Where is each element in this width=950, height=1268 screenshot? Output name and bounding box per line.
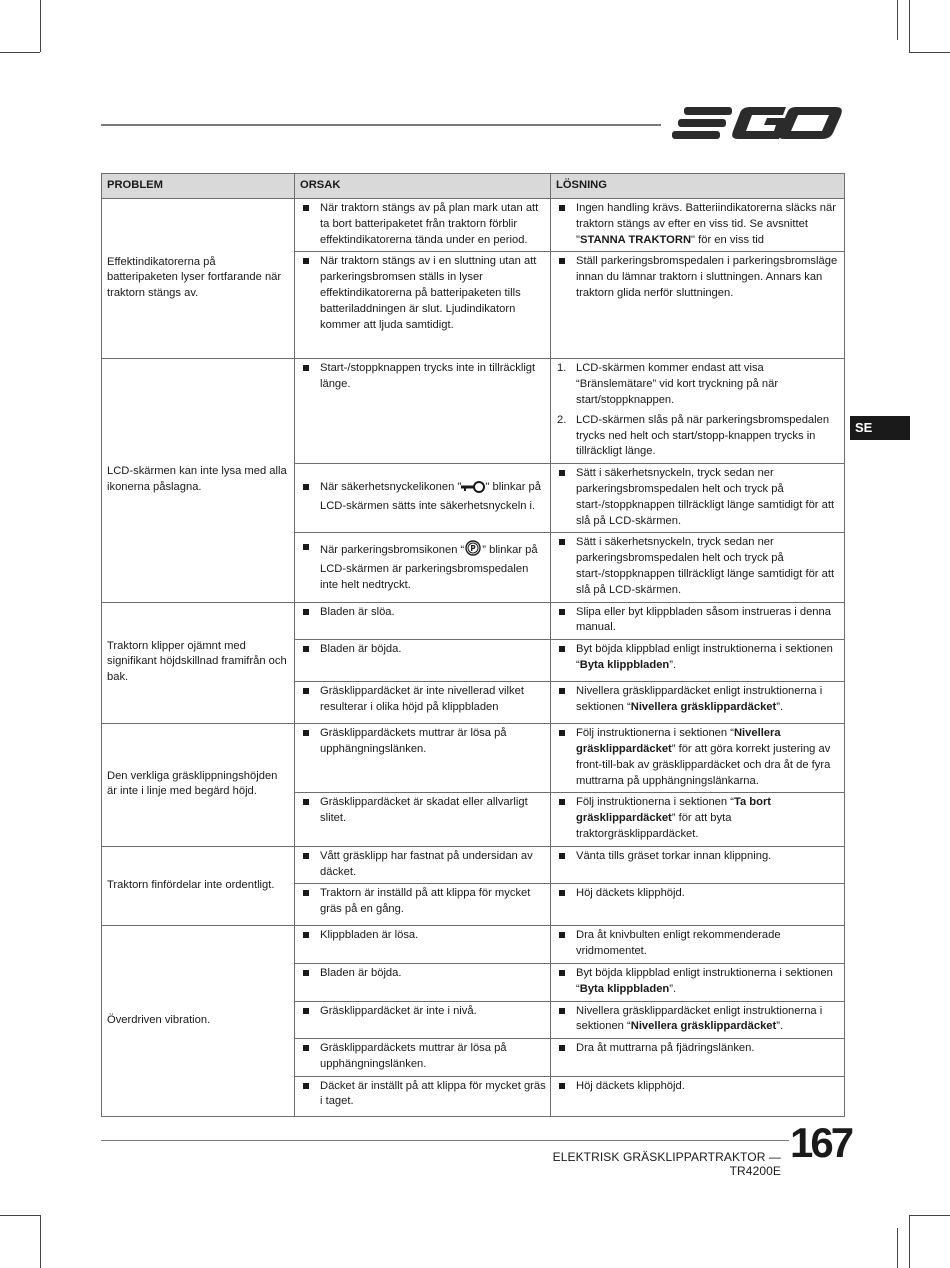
problem-cell: Effektindikatorerna på batteripaketen lyser fortfarande när traktorn stängs av. — [102, 199, 295, 359]
solution-cell: Nivellera gräsklippardäcket enligt instruktionerna i sektionen “Nivellera gräsklippardäcket”. — [551, 682, 845, 724]
ego-logo — [672, 103, 844, 143]
solution-cell: Följ instruktionerna i sektionen “Nivellera gräsklippardäcket” för att göra korrekt justering av front-till-bak av gräsklippardäcket och dra åt de fyra muttrarna på upphängningslänkarna. — [551, 724, 845, 793]
table-row — [102, 846, 845, 884]
solution-cell: Byt böjda klippblad enligt instruktionerna i sektionen “Byta klippbladen”. — [551, 963, 845, 1001]
header-solution: LÖSNING — [551, 174, 845, 199]
solution-cell: Byt böjda klippblad enligt instruktionerna i sektionen “Byta klippbladen”. — [551, 640, 845, 682]
problem-cell: Den verkliga gräsklippningshöjden är inte i linje med begärd höjd. — [102, 724, 295, 847]
solution-cell: Slipa eller byt klippbladen såsom instrueras i denna manual. — [551, 602, 845, 640]
problem-cell: LCD-skärmen kan inte lysa med alla ikonerna påslagna. — [102, 359, 295, 602]
cause-cell: När parkeringsbromsikonen “ P ” blinkar på LCD-skärmen är parkeringsbromspedalen inte helt nedtryckt. — [295, 533, 551, 602]
cause-cell: Bladen är slöa. — [295, 602, 551, 640]
cause-cell: Däcket är inställt på att klippa för mycket gräs i taget. — [295, 1076, 551, 1116]
solution-cell: Höj däckets klipphöjd. — [551, 884, 845, 926]
solution-cell: Dra åt knivbulten enligt rekommenderade vridmomentet. — [551, 926, 845, 964]
cause-cell: Gräsklippardäcket är skadat eller allvarligt slitet. — [295, 793, 551, 846]
header-problem: PROBLEM — [102, 174, 295, 199]
cause-cell: Gräsklippardäcket är inte i nivå. — [295, 1001, 551, 1039]
table-header-row — [102, 174, 845, 199]
cause-cell: Traktorn är inställd på att klippa för mycket gräs på en gång. — [295, 884, 551, 926]
solution-cell: Dra åt muttrarna på fjädringslänken. — [551, 1039, 845, 1077]
problem-cell: Traktorn klipper ojämnt med signifikant höjdskillnad framifrån och bak. — [102, 602, 295, 724]
solution-cell: Nivellera gräsklippardäcket enligt instruktionerna i sektionen “Nivellera gräsklippardäcket”. — [551, 1001, 845, 1039]
header-rule — [101, 124, 661, 126]
solution-cell: Höj däckets klipphöjd. — [551, 1076, 845, 1116]
cause-cell: Start-/stoppknappen trycks inte in tillräckligt länge. — [295, 359, 551, 464]
solution-cell: Ställ parkeringsbromspedalen i parkeringsbromsläge innan du lämnar traktorn i sluttningen. Annars kan traktorn glida nerför sluttningen. — [551, 252, 845, 359]
problem-cell: Överdriven vibration. — [102, 926, 295, 1116]
footer-rule — [101, 1140, 789, 1141]
table-row — [102, 359, 845, 464]
cause-cell: Klippbladen är lösa. — [295, 926, 551, 964]
cause-cell: Gräsklippardäckets muttrar är lösa på upphängningslänken. — [295, 1039, 551, 1077]
footer-title: ELEKTRISK GRÄSKLIPPARTRAKTOR — TR4200E — [552, 1150, 781, 1178]
cause-cell: Gräsklippardäcket är inte nivellerad vilket resulterar i olika höjd på klippbladen — [295, 682, 551, 724]
cause-cell: Gräsklippardäckets muttrar är lösa på upphängningslänken. — [295, 724, 551, 793]
table-row — [102, 926, 845, 964]
svg-text:P: P — [470, 544, 476, 554]
cause-cell: Bladen är böjda. — [295, 963, 551, 1001]
cause-cell: När traktorn stängs av i en sluttning utan att parkeringsbromsen ställs in lyser effektindikatorerna på batteripaketen tills batteriladdningen är slut. Ljudindikatorn kommer att ljuda samtidigt. — [295, 252, 551, 359]
page-number: 167 — [790, 1119, 852, 1166]
language-tab: SE — [850, 416, 910, 440]
problem-cell: Traktorn finfördelar inte ordentligt. — [102, 846, 295, 926]
troubleshooting-table — [101, 173, 845, 1117]
table-row — [102, 724, 845, 793]
solution-cell: Ingen handling krävs. Batteriindikatorerna släcks när traktorn stängs av efter en viss tid. Se avsnittet "STANNA TRAKTORN" för en viss tid — [551, 199, 845, 252]
key-icon — [461, 481, 485, 499]
header-cause: ORSAK — [295, 174, 551, 199]
cause-cell: Bladen är böjda. — [295, 640, 551, 682]
parking-brake-icon — [464, 540, 482, 562]
solution-cell: Vänta tills gräset torkar innan klippning. — [551, 846, 845, 884]
cause-cell: När säkerhetsnyckelikonen " " blinkar på LCD-skärmen sätts inte säkerhetsnyckeln i. — [295, 464, 551, 533]
cause-cell: När traktorn stängs av på plan mark utan att ta bort batteripaketet från traktorn förblir effektindikatorerna tända under en period. — [295, 199, 551, 252]
solution-cell: 1. LCD-skärmen kommer endast att visa “Bränslemätare” vid kort tryckning på när start/stoppknappen. 2. LCD-skärmen slås på när parkeringsbromspedalen trycks ned helt och start/stopp-knappen trycks in tillräckligt länge. — [551, 359, 845, 464]
solution-cell: Sätt i säkerhetsnyckeln, tryck sedan ner parkeringsbromspedalen helt och tryck på start-/stoppknappen tillräckligt länge samtidigt för att slå på LCD-skärmen. — [551, 533, 845, 602]
solution-cell: Sätt i säkerhetsnyckeln, tryck sedan ner parkeringsbromspedalen helt och tryck på start-/stoppknappen tillräckligt länge samtidigt för att slå på LCD-skärmen. — [551, 464, 845, 533]
table-row — [102, 199, 845, 252]
solution-cell: Följ instruktionerna i sektionen “Ta bort gräsklippardäcket” för att byta traktorgräsklippardäcket. — [551, 793, 845, 846]
cause-cell: Vått gräsklipp har fastnat på undersidan av däcket. — [295, 846, 551, 884]
table-row — [102, 602, 845, 640]
